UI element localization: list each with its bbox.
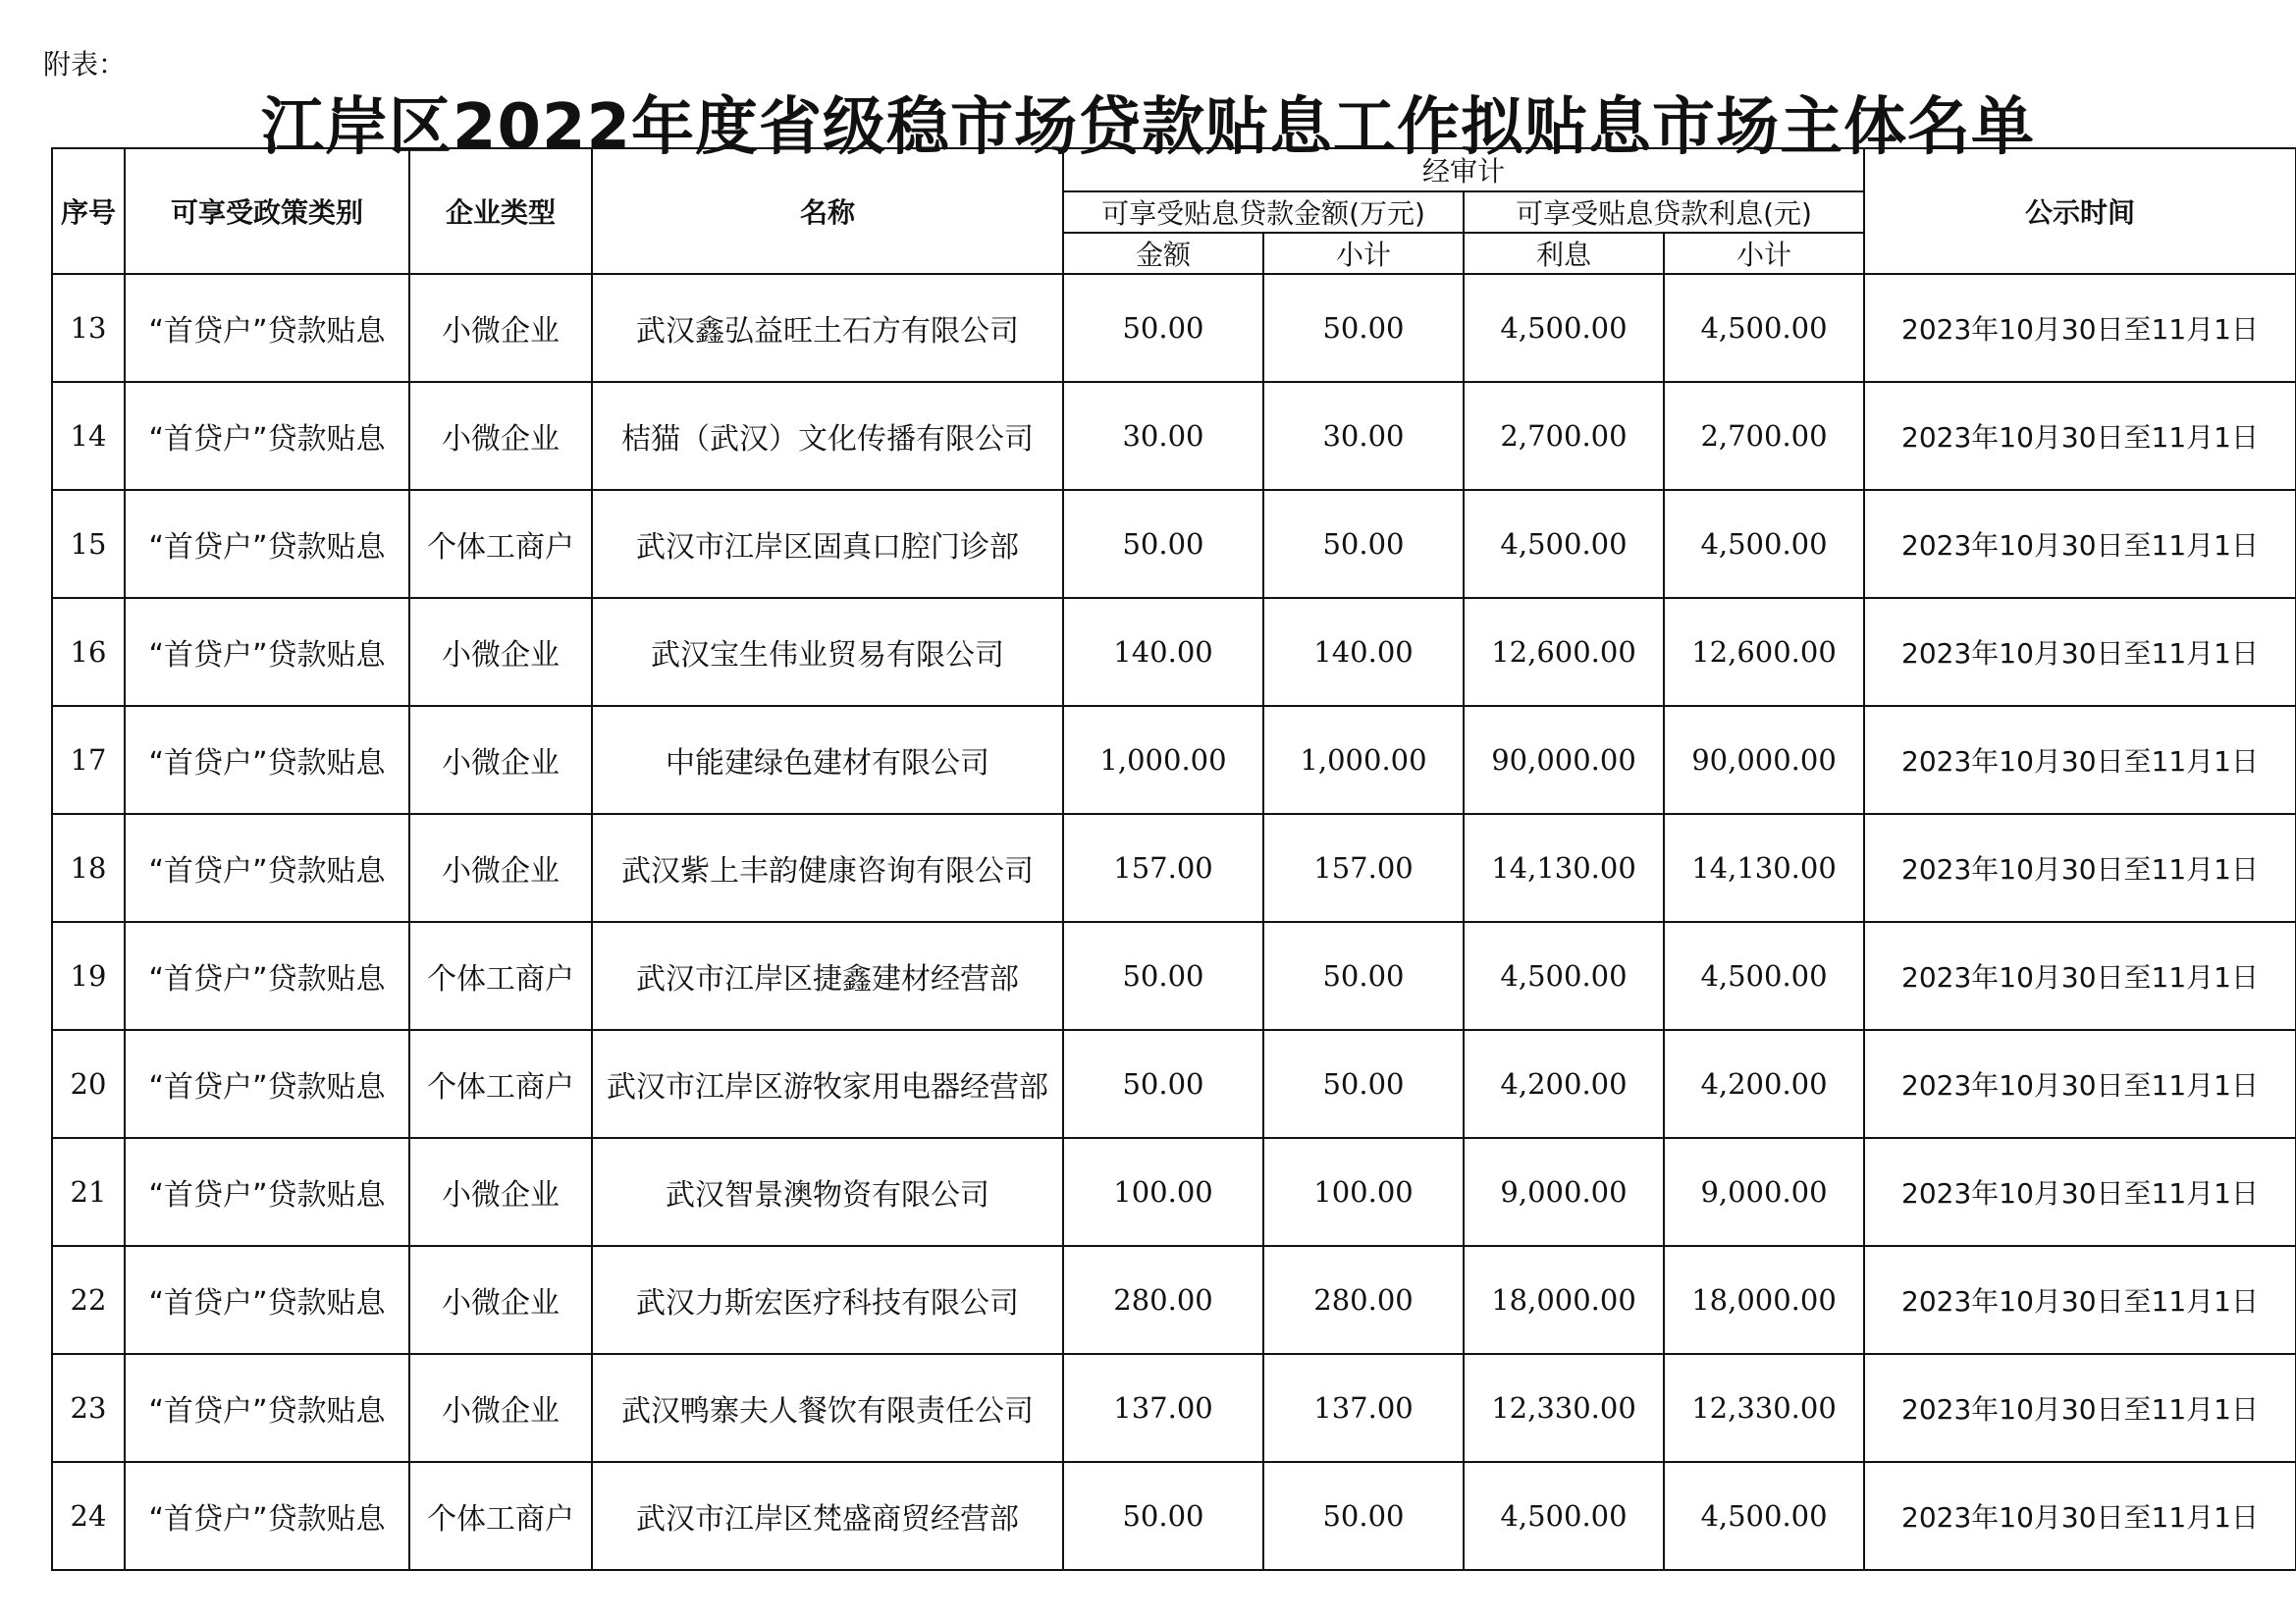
cell-amount-subtotal: 157.00 bbox=[1263, 814, 1464, 922]
cell-amount-subtotal: 140.00 bbox=[1263, 598, 1464, 706]
cell-interest: 4,500.00 bbox=[1464, 922, 1664, 1030]
cell-interest-subtotal: 4,500.00 bbox=[1664, 490, 1864, 598]
cell-type: 小微企业 bbox=[409, 382, 592, 490]
cell-interest: 12,600.00 bbox=[1464, 598, 1664, 706]
header-interest: 利息 bbox=[1464, 233, 1664, 274]
cell-policy: “首贷户”贷款贴息 bbox=[125, 1246, 409, 1354]
cell-name: 武汉市江岸区游牧家用电器经营部 bbox=[592, 1030, 1063, 1138]
table-row bbox=[52, 382, 2296, 490]
cell-amount: 50.00 bbox=[1063, 1462, 1263, 1570]
cell-policy: “首贷户”贷款贴息 bbox=[125, 1462, 409, 1570]
cell-name: 武汉市江岸区梵盛商贸经营部 bbox=[592, 1462, 1063, 1570]
cell-date: 2023年10月30日至11月1日 bbox=[1864, 706, 2296, 814]
cell-interest-subtotal: 4,500.00 bbox=[1664, 274, 1864, 382]
cell-date: 2023年10月30日至11月1日 bbox=[1864, 1354, 2296, 1462]
cell-name: 武汉智景澳物资有限公司 bbox=[592, 1138, 1063, 1246]
header-subtotal-amount: 小计 bbox=[1263, 233, 1464, 274]
cell-amount: 137.00 bbox=[1063, 1354, 1263, 1462]
table-row bbox=[52, 598, 2296, 706]
cell-type: 个体工商户 bbox=[409, 490, 592, 598]
cell-interest: 90,000.00 bbox=[1464, 706, 1664, 814]
cell-type: 个体工商户 bbox=[409, 1030, 592, 1138]
cell-seq: 24 bbox=[52, 1462, 125, 1570]
page-title: 江岸区2022年度省级稳市场贷款贴息工作拟贴息市场主体名单 bbox=[260, 91, 2036, 164]
table-row bbox=[52, 1138, 2296, 1246]
cell-type: 小微企业 bbox=[409, 1138, 592, 1246]
cell-seq: 23 bbox=[52, 1354, 125, 1462]
header-name: 名称 bbox=[592, 148, 1063, 274]
cell-type: 小微企业 bbox=[409, 1246, 592, 1354]
cell-seq: 19 bbox=[52, 922, 125, 1030]
table-row bbox=[52, 1462, 2296, 1570]
cell-interest: 12,330.00 bbox=[1464, 1354, 1664, 1462]
cell-interest: 4,500.00 bbox=[1464, 274, 1664, 382]
table-row bbox=[52, 706, 2296, 814]
cell-date: 2023年10月30日至11月1日 bbox=[1864, 814, 2296, 922]
cell-seq: 17 bbox=[52, 706, 125, 814]
cell-seq: 18 bbox=[52, 814, 125, 922]
cell-date: 2023年10月30日至11月1日 bbox=[1864, 1246, 2296, 1354]
cell-interest-subtotal: 2,700.00 bbox=[1664, 382, 1864, 490]
cell-name: 中能建绿色建材有限公司 bbox=[592, 706, 1063, 814]
cell-interest-subtotal: 90,000.00 bbox=[1664, 706, 1864, 814]
cell-type: 小微企业 bbox=[409, 706, 592, 814]
cell-amount-subtotal: 50.00 bbox=[1263, 922, 1464, 1030]
cell-seq: 13 bbox=[52, 274, 125, 382]
cell-seq: 14 bbox=[52, 382, 125, 490]
cell-amount: 100.00 bbox=[1063, 1138, 1263, 1246]
table-row bbox=[52, 274, 2296, 382]
cell-interest: 2,700.00 bbox=[1464, 382, 1664, 490]
cell-policy: “首贷户”贷款贴息 bbox=[125, 382, 409, 490]
cell-policy: “首贷户”贷款贴息 bbox=[125, 922, 409, 1030]
cell-policy: “首贷户”贷款贴息 bbox=[125, 1030, 409, 1138]
header-policy: 可享受政策类别 bbox=[125, 148, 409, 274]
cell-interest: 9,000.00 bbox=[1464, 1138, 1664, 1246]
header-type: 企业类型 bbox=[409, 148, 592, 274]
cell-amount-subtotal: 30.00 bbox=[1263, 382, 1464, 490]
cell-interest: 4,200.00 bbox=[1464, 1030, 1664, 1138]
cell-interest: 4,500.00 bbox=[1464, 1462, 1664, 1570]
cell-date: 2023年10月30日至11月1日 bbox=[1864, 1462, 2296, 1570]
cell-type: 小微企业 bbox=[409, 814, 592, 922]
table-row bbox=[52, 1030, 2296, 1138]
cell-date: 2023年10月30日至11月1日 bbox=[1864, 598, 2296, 706]
cell-seq: 22 bbox=[52, 1246, 125, 1354]
cell-interest: 4,500.00 bbox=[1464, 490, 1664, 598]
cell-policy: “首贷户”贷款贴息 bbox=[125, 706, 409, 814]
cell-date: 2023年10月30日至11月1日 bbox=[1864, 274, 2296, 382]
cell-amount: 1,000.00 bbox=[1063, 706, 1263, 814]
cell-amount: 157.00 bbox=[1063, 814, 1263, 922]
cell-amount-subtotal: 280.00 bbox=[1263, 1246, 1464, 1354]
header-interest-group: 可享受贴息贷款利息(元) bbox=[1464, 191, 1864, 233]
table-row bbox=[52, 490, 2296, 598]
cell-amount: 50.00 bbox=[1063, 490, 1263, 598]
table-row bbox=[52, 1246, 2296, 1354]
cell-interest-subtotal: 9,000.00 bbox=[1664, 1138, 1864, 1246]
cell-amount-subtotal: 50.00 bbox=[1263, 1462, 1464, 1570]
cell-interest-subtotal: 4,200.00 bbox=[1664, 1030, 1864, 1138]
cell-date: 2023年10月30日至11月1日 bbox=[1864, 1030, 2296, 1138]
cell-amount-subtotal: 137.00 bbox=[1263, 1354, 1464, 1462]
cell-amount: 50.00 bbox=[1063, 1030, 1263, 1138]
cell-name: 武汉市江岸区固真口腔门诊部 bbox=[592, 490, 1063, 598]
cell-interest-subtotal: 14,130.00 bbox=[1664, 814, 1864, 922]
cell-policy: “首贷户”贷款贴息 bbox=[125, 598, 409, 706]
cell-name: 武汉市江岸区捷鑫建材经营部 bbox=[592, 922, 1063, 1030]
cell-name: 武汉鸭寨夫人餐饮有限责任公司 bbox=[592, 1354, 1063, 1462]
header-seq: 序号 bbox=[52, 148, 125, 274]
cell-policy: “首贷户”贷款贴息 bbox=[125, 1354, 409, 1462]
cell-amount-subtotal: 1,000.00 bbox=[1263, 706, 1464, 814]
cell-amount: 50.00 bbox=[1063, 274, 1263, 382]
appendix-label: 附表： bbox=[43, 48, 127, 81]
subsidy-table bbox=[51, 147, 2296, 1571]
cell-amount: 280.00 bbox=[1063, 1246, 1263, 1354]
cell-name: 桔猫（武汉）文化传播有限公司 bbox=[592, 382, 1063, 490]
cell-type: 个体工商户 bbox=[409, 1462, 592, 1570]
cell-name: 武汉宝生伟业贸易有限公司 bbox=[592, 598, 1063, 706]
cell-type: 小微企业 bbox=[409, 274, 592, 382]
cell-amount: 50.00 bbox=[1063, 922, 1263, 1030]
header-subtotal-interest: 小计 bbox=[1664, 233, 1864, 274]
table-row bbox=[52, 1354, 2296, 1462]
cell-date: 2023年10月30日至11月1日 bbox=[1864, 382, 2296, 490]
cell-interest-subtotal: 12,330.00 bbox=[1664, 1354, 1864, 1462]
table-row bbox=[52, 814, 2296, 922]
header-amount: 金额 bbox=[1063, 233, 1263, 274]
cell-interest-subtotal: 4,500.00 bbox=[1664, 922, 1864, 1030]
cell-name: 武汉力斯宏医疗科技有限公司 bbox=[592, 1246, 1063, 1354]
cell-seq: 15 bbox=[52, 490, 125, 598]
cell-amount-subtotal: 50.00 bbox=[1263, 274, 1464, 382]
cell-interest-subtotal: 12,600.00 bbox=[1664, 598, 1864, 706]
cell-date: 2023年10月30日至11月1日 bbox=[1864, 1138, 2296, 1246]
cell-interest: 14,130.00 bbox=[1464, 814, 1664, 922]
cell-date: 2023年10月30日至11月1日 bbox=[1864, 922, 2296, 1030]
cell-interest-subtotal: 18,000.00 bbox=[1664, 1246, 1864, 1354]
cell-amount-subtotal: 50.00 bbox=[1263, 1030, 1464, 1138]
cell-type: 小微企业 bbox=[409, 1354, 592, 1462]
cell-seq: 20 bbox=[52, 1030, 125, 1138]
table-row bbox=[52, 922, 2296, 1030]
cell-interest: 18,000.00 bbox=[1464, 1246, 1664, 1354]
cell-type: 小微企业 bbox=[409, 598, 592, 706]
cell-policy: “首贷户”贷款贴息 bbox=[125, 814, 409, 922]
cell-seq: 16 bbox=[52, 598, 125, 706]
cell-amount-subtotal: 50.00 bbox=[1263, 490, 1464, 598]
cell-amount: 140.00 bbox=[1063, 598, 1263, 706]
cell-name: 武汉鑫弘益旺土石方有限公司 bbox=[592, 274, 1063, 382]
header-loan-group: 可享受贴息贷款金额(万元) bbox=[1063, 191, 1464, 233]
header-date: 公示时间 bbox=[1864, 148, 2296, 274]
header-audited: 经审计 bbox=[1063, 148, 1864, 191]
cell-amount-subtotal: 100.00 bbox=[1263, 1138, 1464, 1246]
cell-type: 个体工商户 bbox=[409, 922, 592, 1030]
cell-interest-subtotal: 4,500.00 bbox=[1664, 1462, 1864, 1570]
cell-amount: 30.00 bbox=[1063, 382, 1263, 490]
cell-name: 武汉紫上丰韵健康咨询有限公司 bbox=[592, 814, 1063, 922]
cell-policy: “首贷户”贷款贴息 bbox=[125, 1138, 409, 1246]
cell-policy: “首贷户”贷款贴息 bbox=[125, 490, 409, 598]
cell-date: 2023年10月30日至11月1日 bbox=[1864, 490, 2296, 598]
cell-policy: “首贷户”贷款贴息 bbox=[125, 274, 409, 382]
cell-seq: 21 bbox=[52, 1138, 125, 1246]
